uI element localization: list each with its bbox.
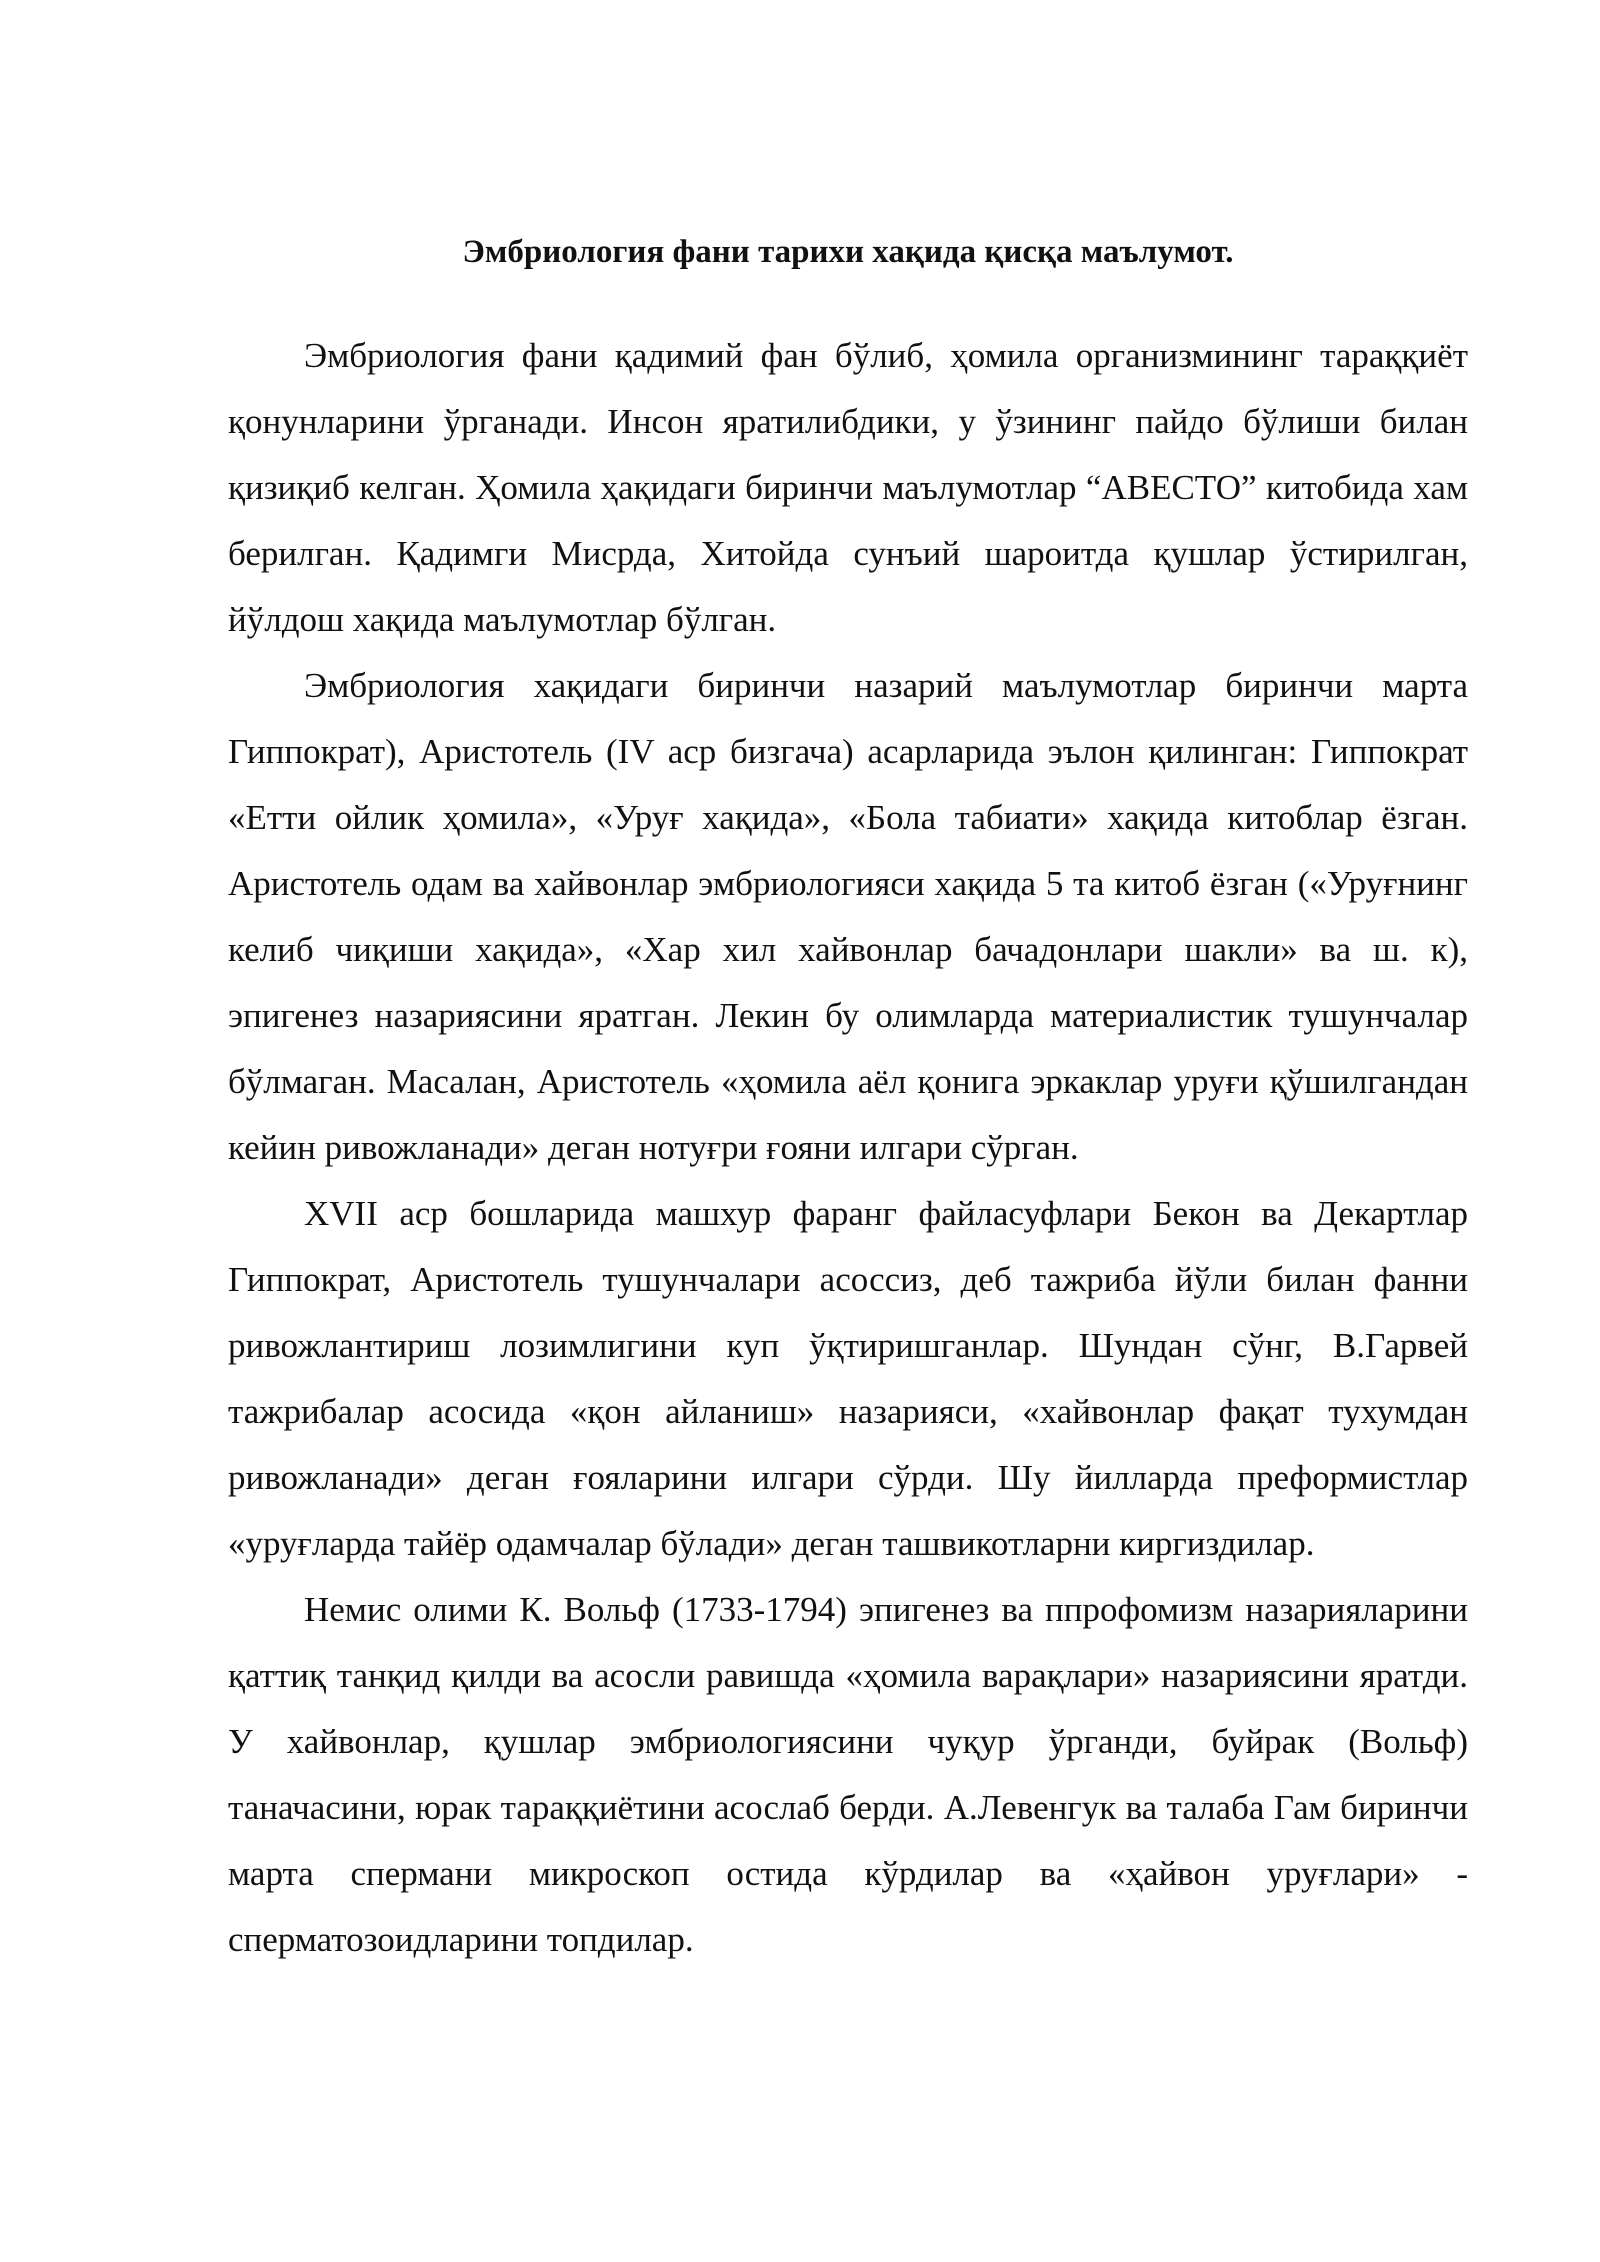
paragraph-1: Эмбриология фани қадимий фан бўлиб, ҳомила организмининг тараққиёт қонунларини ўрганади. Инсон яратилибдики, у ўзининг пайдо бўлиши билан қизиқиб келган. Ҳомила ҳақидаги биринчи маълумотлар “АВЕСТО” китобида хам берилган. Қадимги Мисрда, Хитойда сунъий шароитда қушлар ўстирилган, йўлдош хақида маълумотлар бўлган. <box>228 336 1468 639</box>
paragraph-3: XVII аср бошларида машхур фаранг файласуфлари Бекон ва Декартлар Гиппократ, Аристотель тушунчалари асоссиз, деб тажриба йўли билан фанни ривожлантириш лозимлигини куп ўқтиришганлар. Шундан сўнг, В.Гарвей тажрибалар асосида «қон айланиш» назарияси, «хайвонлар фақат тухумдан ривожланади» деган ғояларини илгари сўрди. Шу йилларда преформистлар «уруғларда тайёр одамчалар бўлади» деган ташвикотларни киргиздилар. <box>228 1194 1468 1563</box>
paragraph-4: Немис олими К. Вольф (1733-1794) эпигенез ва ппрофомизм назарияларини қаттиқ танқид қилди ва асосли равишда «ҳомила варақлари» назариясини яратди. У хайвонлар, қушлар эмбриологиясини чуқур ўрганди, буйрак (Вольф) таначасини, юрак тараққиётини асослаб берди. А.Левенгук ва талаба Гам биринчи марта спермани микроскоп остида кўрдилар ва «ҳайвон уруғлари» - сперматозоидларини топдилар. <box>228 1590 1468 1959</box>
document-title: Эмбриология фани тарихи хақида қисқа маълумот. <box>462 234 1234 270</box>
paragraph-2: Эмбриология хақидаги биринчи назарий маълумотлар биринчи марта Гиппократ), Аристотель (IV аср бизгача) асарларида эълон қилинган: Гиппократ «Етти ойлик ҳомила», «Уруғ хақида», «Бола табиати» хақида китоблар ёзган. Аристотель одам ва хайвонлар эмбриологияси хақида 5 та китоб ёзган («Уруғнинг келиб чиқиши хақида», «Хар хил хайвонлар бачадонлари шакли» ва ш. к), эпигенез назариясини яратган. Лекин бу олимларда материалистик тушунчалар бўлмаган. Масалан, Аристотель «ҳомила аёл қонига эркаклар уруғи қўшилгандан кейин ривожланади» деган нотуғри ғояни илгари сўрган. <box>228 666 1468 1167</box>
document-body <box>228 323 1468 1973</box>
